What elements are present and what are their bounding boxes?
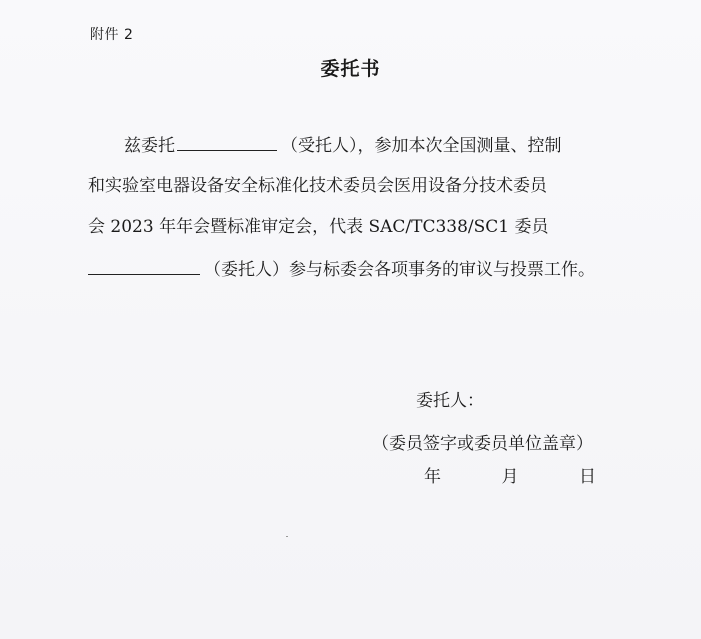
stray-mark: [286, 536, 288, 537]
date-day: 日: [579, 467, 596, 487]
entrust-prefix: 兹委托: [124, 136, 175, 156]
principal-blank: [88, 258, 200, 275]
principal-label: 委托人：: [416, 391, 484, 411]
signature-note: （委员签字或委员单位盖章）: [372, 434, 593, 454]
body-line-2: 和实验室电器设备安全标准化技术委员会医用设备分技术委员: [88, 176, 547, 196]
body-line-3: 会 2023 年年会暨标准审定会，代表 SAC/TC338/SC1 委员: [88, 217, 549, 237]
body-line-4: [88, 258, 618, 281]
entrust-suffix: （受托人），参加本次全国测量、控制: [281, 136, 562, 156]
trustee-blank: [177, 134, 277, 151]
document-title: 委托书: [320, 58, 381, 80]
date-month: 月: [501, 467, 519, 487]
date-line: [424, 462, 596, 487]
attachment-label: 附件 2: [90, 27, 134, 43]
principal-suffix: （委托人）参与标委会各项事务的审议与投票工作。: [204, 260, 595, 280]
body-line-1: [88, 134, 618, 157]
date-year: 年: [424, 467, 441, 487]
